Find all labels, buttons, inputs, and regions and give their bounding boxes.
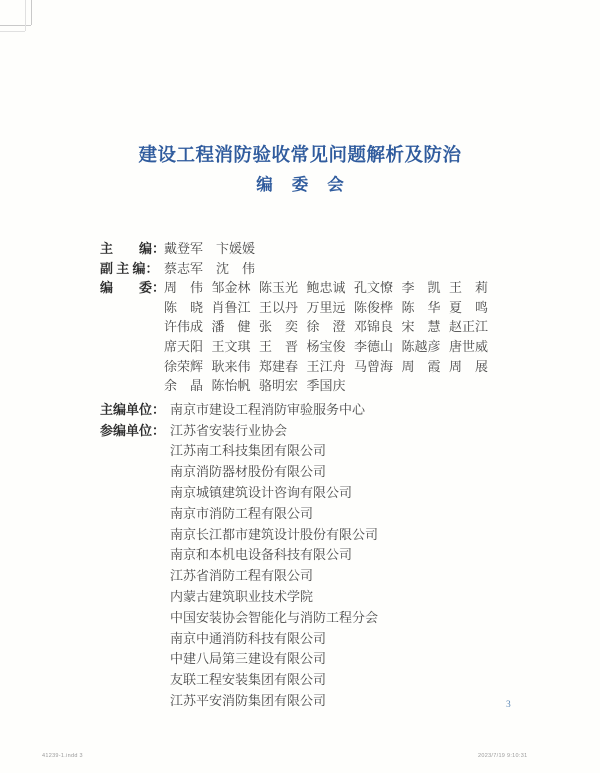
committee-member: 陈越彦 bbox=[401, 338, 441, 354]
table-row bbox=[100, 356, 540, 376]
list-item: 南京消防器材股份有限公司 bbox=[170, 464, 327, 480]
table-row bbox=[100, 336, 540, 356]
committee-member: 徐荣辉 bbox=[164, 358, 204, 374]
committee-member: 陈怡帆 bbox=[211, 378, 251, 394]
list-item: 内蒙古建筑职业技术学院 bbox=[170, 588, 314, 604]
list-item: 中建八局第三建设有限公司 bbox=[170, 651, 327, 667]
main-unit-value: 南京市建设工程消防审验服务中心 bbox=[170, 401, 366, 417]
committee-member: 周 伟 bbox=[164, 280, 204, 296]
committee-member: 唐世威 bbox=[449, 338, 489, 354]
committee-member: 万里远 bbox=[306, 299, 346, 315]
committee-member: 鲍忠诚 bbox=[306, 280, 346, 296]
committee-member: 邹金林 bbox=[211, 280, 251, 296]
committee-content bbox=[100, 238, 540, 711]
list-item: 中国安装协会智能化与消防工程分会 bbox=[170, 609, 379, 625]
committee-heading: 编委会 bbox=[256, 175, 363, 194]
committee-member: 杨宝俊 bbox=[306, 338, 346, 354]
committee-member: 宋 慧 bbox=[401, 319, 441, 335]
committee-label: 编 委： bbox=[100, 280, 166, 296]
chief-editor-line bbox=[100, 238, 540, 258]
committee-rows bbox=[100, 277, 540, 395]
main-unit-label: 主编单位： bbox=[100, 401, 166, 417]
committee-member: 陈玉光 bbox=[259, 280, 299, 296]
table-row bbox=[100, 297, 540, 317]
committee-member: 张 奕 bbox=[259, 319, 299, 335]
committee-member: 潘 健 bbox=[211, 319, 251, 335]
page-number: 3 bbox=[506, 700, 511, 710]
chief-editor-label: 主 编： bbox=[100, 241, 166, 256]
list-item: 江苏省消防工程有限公司 bbox=[170, 568, 314, 584]
list-item: 江苏平安消防集团有限公司 bbox=[170, 692, 327, 708]
committee-member: 王 晋 bbox=[259, 338, 299, 354]
committee-member: 周 霞 bbox=[401, 358, 441, 374]
committee-member: 李 凯 bbox=[401, 280, 441, 296]
participating-unit-label: 参编单位： bbox=[100, 422, 166, 438]
committee-member: 王江舟 bbox=[306, 358, 346, 374]
committee-member: 赵正江 bbox=[449, 319, 489, 335]
committee-member: 耿来伟 bbox=[211, 358, 251, 374]
table-row bbox=[100, 316, 540, 336]
committee-member: 周 展 bbox=[449, 358, 489, 374]
committee-member: 郑建春 bbox=[259, 358, 299, 374]
list-item: 南京长江都市建筑设计股份有限公司 bbox=[170, 526, 379, 542]
committee-member: 孔文憭 bbox=[354, 280, 394, 296]
units-section bbox=[100, 399, 540, 711]
committee-member: 陈 华 bbox=[401, 299, 441, 315]
committee-member: 陈 晓 bbox=[164, 299, 204, 315]
deputy-editor-line bbox=[100, 258, 540, 278]
committee-member: 王文琪 bbox=[211, 338, 251, 354]
list-item: 南京和本机电设备科技有限公司 bbox=[170, 547, 353, 563]
committee-member: 肖鲁江 bbox=[211, 299, 251, 315]
table-row bbox=[100, 277, 540, 297]
list-item: 江苏南工科技集团有限公司 bbox=[170, 443, 327, 459]
chief-editor-names: 戴登军 卞媛媛 bbox=[164, 241, 256, 256]
list-item: 南京城镇建筑设计咨询有限公司 bbox=[170, 484, 353, 500]
committee-member: 骆明宏 bbox=[259, 378, 299, 394]
footer-filename: 41239-1.indd 3 bbox=[42, 753, 83, 759]
committee-member: 陈俊桦 bbox=[354, 299, 394, 315]
deputy-editor-names: 蔡志军 沈 伟 bbox=[164, 260, 256, 276]
participating-unit-line bbox=[100, 420, 540, 441]
table-row bbox=[100, 375, 540, 395]
book-title: 建设工程消防验收常见问题解析及防治 bbox=[138, 146, 462, 166]
committee-member: 许伟成 bbox=[164, 319, 204, 335]
committee-member: 季国庆 bbox=[306, 378, 346, 394]
footer-timestamp: 2023/7/19 9:10:31 bbox=[478, 753, 528, 759]
participating-unit-first: 江苏省安装行业协会 bbox=[170, 422, 288, 438]
committee-member: 席天阳 bbox=[164, 338, 204, 354]
committee-member: 王 莉 bbox=[449, 280, 489, 296]
list-item: 南京市消防工程有限公司 bbox=[170, 505, 314, 521]
main-unit-line bbox=[100, 399, 540, 420]
committee-member: 余 晶 bbox=[164, 378, 204, 394]
deputy-editor-label: 副 主 编： bbox=[100, 260, 159, 276]
committee-member: 李德山 bbox=[354, 338, 394, 354]
committee-member: 王以丹 bbox=[259, 299, 299, 315]
committee-member: 夏 鸣 bbox=[449, 299, 489, 315]
committee-member: 邓锦良 bbox=[354, 319, 394, 335]
committee-member: 徐 澄 bbox=[306, 319, 346, 335]
list-item: 友联工程安装集团有限公司 bbox=[170, 672, 327, 688]
list-item: 南京中通消防科技有限公司 bbox=[170, 630, 327, 646]
committee-member: 马曾海 bbox=[354, 358, 394, 374]
participating-list bbox=[100, 440, 540, 710]
